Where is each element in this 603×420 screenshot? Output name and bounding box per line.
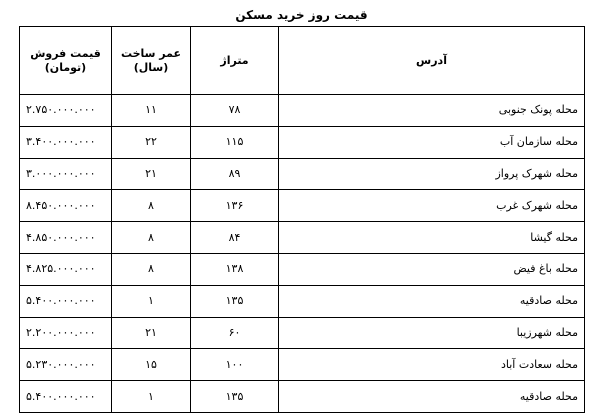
cell-area: ۱۳۶	[191, 190, 279, 222]
cell-price: ۳.۴۰۰.۰۰۰.۰۰۰	[20, 126, 112, 158]
cell-price: ۴.۸۵۰.۰۰۰.۰۰۰	[20, 222, 112, 254]
cell-address: محله صادقیه	[279, 381, 585, 413]
housing-price-table	[19, 26, 585, 413]
cell-address: محله شهرزیبا	[279, 317, 585, 349]
cell-area: ۱۳۸	[191, 253, 279, 285]
cell-address: محله سازمان آب	[279, 126, 585, 158]
cell-address: محله سعادت آباد	[279, 349, 585, 381]
cell-age: ۸	[112, 190, 191, 222]
header-age-line2: (سال)	[133, 60, 169, 74]
table-row	[20, 349, 585, 381]
cell-price: ۵.۴۰۰.۰۰۰.۰۰۰	[20, 381, 112, 413]
cell-area: ۱۱۵	[191, 126, 279, 158]
cell-price: ۲.۷۵۰.۰۰۰.۰۰۰	[20, 95, 112, 127]
cell-address: محله صادقیه	[279, 285, 585, 317]
cell-area: ۷۸	[191, 95, 279, 127]
table-row	[20, 95, 585, 127]
cell-address: محله شهرک غرب	[279, 190, 585, 222]
cell-area: ۱۰۰	[191, 349, 279, 381]
header-age-line1: عمر ساخت	[120, 46, 182, 60]
cell-price: ۴.۸۲۵.۰۰۰.۰۰۰	[20, 253, 112, 285]
cell-age: ۱	[112, 381, 191, 413]
cell-age: ۲۱	[112, 317, 191, 349]
cell-address: محله شهرک پرواز	[279, 158, 585, 190]
cell-price: ۵.۴۰۰.۰۰۰.۰۰۰	[20, 285, 112, 317]
cell-area: ۶۰	[191, 317, 279, 349]
cell-age: ۱۵	[112, 349, 191, 381]
table-row	[20, 381, 585, 413]
cell-age: ۲۲	[112, 126, 191, 158]
cell-age: ۸	[112, 253, 191, 285]
header-price: قیمت فروش (تومان)	[20, 27, 112, 95]
table-row	[20, 126, 585, 158]
table-body	[20, 95, 585, 413]
cell-age: ۱	[112, 285, 191, 317]
cell-age: ۱۱	[112, 95, 191, 127]
cell-price: ۲.۲۰۰.۰۰۰.۰۰۰	[20, 317, 112, 349]
cell-area: ۱۳۵	[191, 381, 279, 413]
cell-age: ۸	[112, 222, 191, 254]
header-area: متراژ	[191, 27, 279, 95]
cell-area: ۸۴	[191, 222, 279, 254]
header-address: آدرس	[279, 27, 585, 95]
cell-address: محله باغ فیض	[279, 253, 585, 285]
cell-address: محله گیشا	[279, 222, 585, 254]
cell-price: ۵.۲۳۰.۰۰۰.۰۰۰	[20, 349, 112, 381]
table-row	[20, 285, 585, 317]
table-row	[20, 222, 585, 254]
table-row	[20, 253, 585, 285]
table-header-row	[20, 27, 585, 95]
table-row	[20, 190, 585, 222]
table-row	[20, 158, 585, 190]
cell-address: محله پونک جنوبی	[279, 95, 585, 127]
cell-area: ۱۳۵	[191, 285, 279, 317]
table-row	[20, 317, 585, 349]
cell-price: ۸.۴۵۰.۰۰۰.۰۰۰	[20, 190, 112, 222]
page-title: قیمت روز خرید مسکن	[235, 8, 368, 22]
cell-area: ۸۹	[191, 158, 279, 190]
cell-age: ۲۱	[112, 158, 191, 190]
header-age	[112, 27, 191, 95]
cell-price: ۳.۰۰۰.۰۰۰.۰۰۰	[20, 158, 112, 190]
